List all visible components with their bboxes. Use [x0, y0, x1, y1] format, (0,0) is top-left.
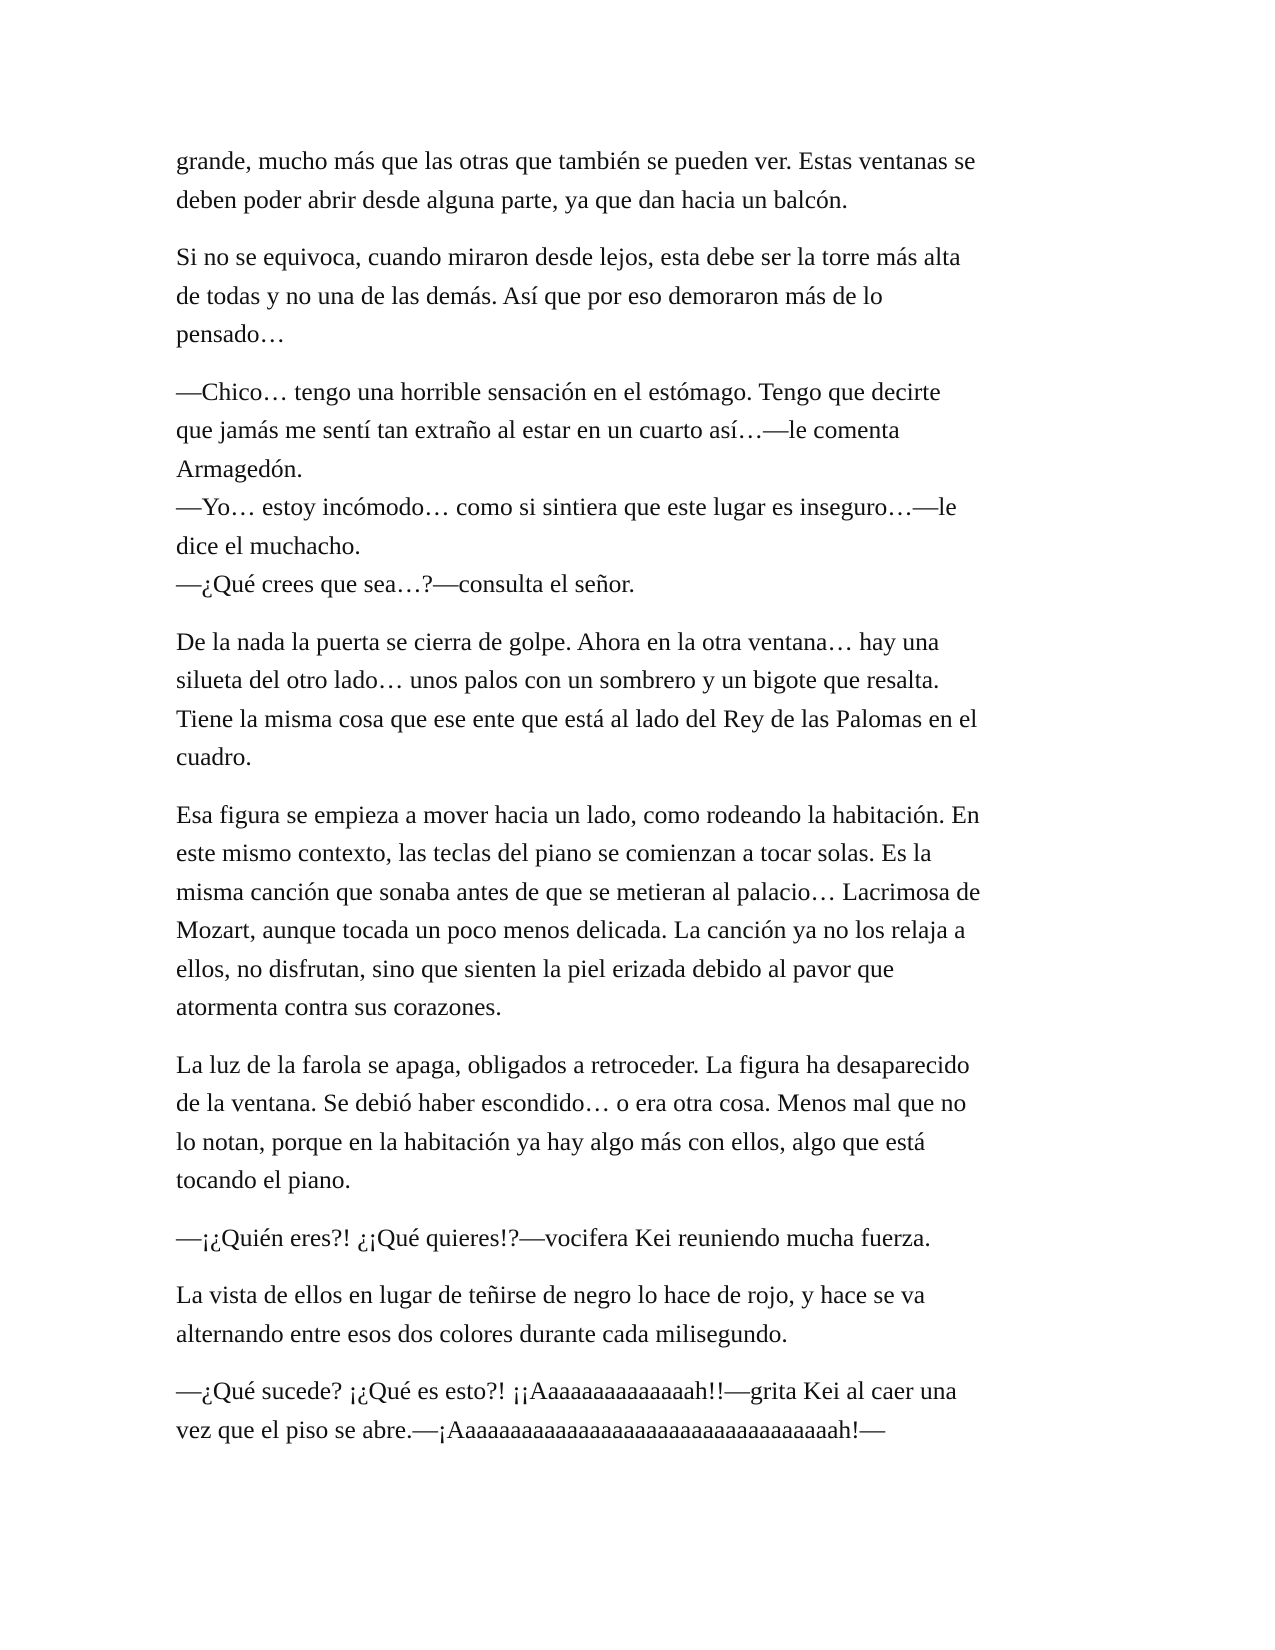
- dialogue-kei-grito: —¿Qué sucede? ¡¿Qué es esto?! ¡¡Aaaaaaaaaaaaaah!!—grita Kei al caer una vez que el piso se abre.—¡Aaaaaaaaaaaaaaaaaaaaaaaaaaaaaaaaaah!—: [176, 1376, 957, 1444]
- paragraph-farola: La luz de la farola se apaga, obligados a retroceder. La figura ha desaparecido de la ventana. Se debió haber escondido… o era otra cosa. Menos mal que no lo notan, porque en la habitación ya hay algo más con ellos, algo que está tocando el piano.: [176, 1049, 970, 1194]
- dialogue-armagedon: —Chico… tengo una horrible sensación en el estómago. Tengo que decirte que jamás me sentí tan extraño al estar en un cuarto así…—le comenta Armagedón.: [176, 376, 941, 483]
- paragraph-vista: La vista de ellos en lugar de teñirse de negro lo hace de rojo, y hace se va alternando entre esos dos colores durante cada milisegundo.: [176, 1280, 926, 1348]
- dialogue-senor: —¿Qué crees que sea…?—consulta el señor.: [176, 569, 635, 598]
- paragraph-puerta: De la nada la puerta se cierra de golpe. Ahora en la otra ventana… hay una silueta del otro lado… unos palos con un sombrero y un bigote que resalta. Tiene la misma cosa que ese ente que está al lado del Rey de las Palomas en el cuadro.: [176, 626, 978, 771]
- paragraph-2: Si no se equivoca, cuando miraron desde lejos, esta debe ser la torre más alta de todas y no una de las demás. Así que por eso demoraron más de lo pensado…: [176, 242, 961, 348]
- paragraph-1: grande, mucho más que las otras que también se pueden ver. Estas ventanas se deben poder abrir desde alguna parte, ya que dan hacia un balcón.: [176, 146, 976, 214]
- dialogue-muchacho: —Yo… estoy incómodo… como si sintiera que este lugar es inseguro…—le dice el muchacho.: [176, 492, 957, 560]
- paragraph-figura: Esa figura se empieza a mover hacia un lado, como rodeando la habitación. En este mismo contexto, las teclas del piano se comienzan a tocar solas. Es la misma canción que sonaba antes de que se metieran al palacio… Lacrimosa de Mozart, aunque tocada un poco menos delicada. La canción ya no los relaja a ellos, no disfrutan, sino que sienten la piel erizada debido al pavor que atormenta contra sus corazones.: [176, 799, 981, 1021]
- document-page: [176, 142, 1106, 1468]
- dialogue-kei-quien: —¡¿Quién eres?! ¿¡Qué quieres!?—vocifera Kei reuniendo mucha fuerza.: [176, 1222, 931, 1252]
